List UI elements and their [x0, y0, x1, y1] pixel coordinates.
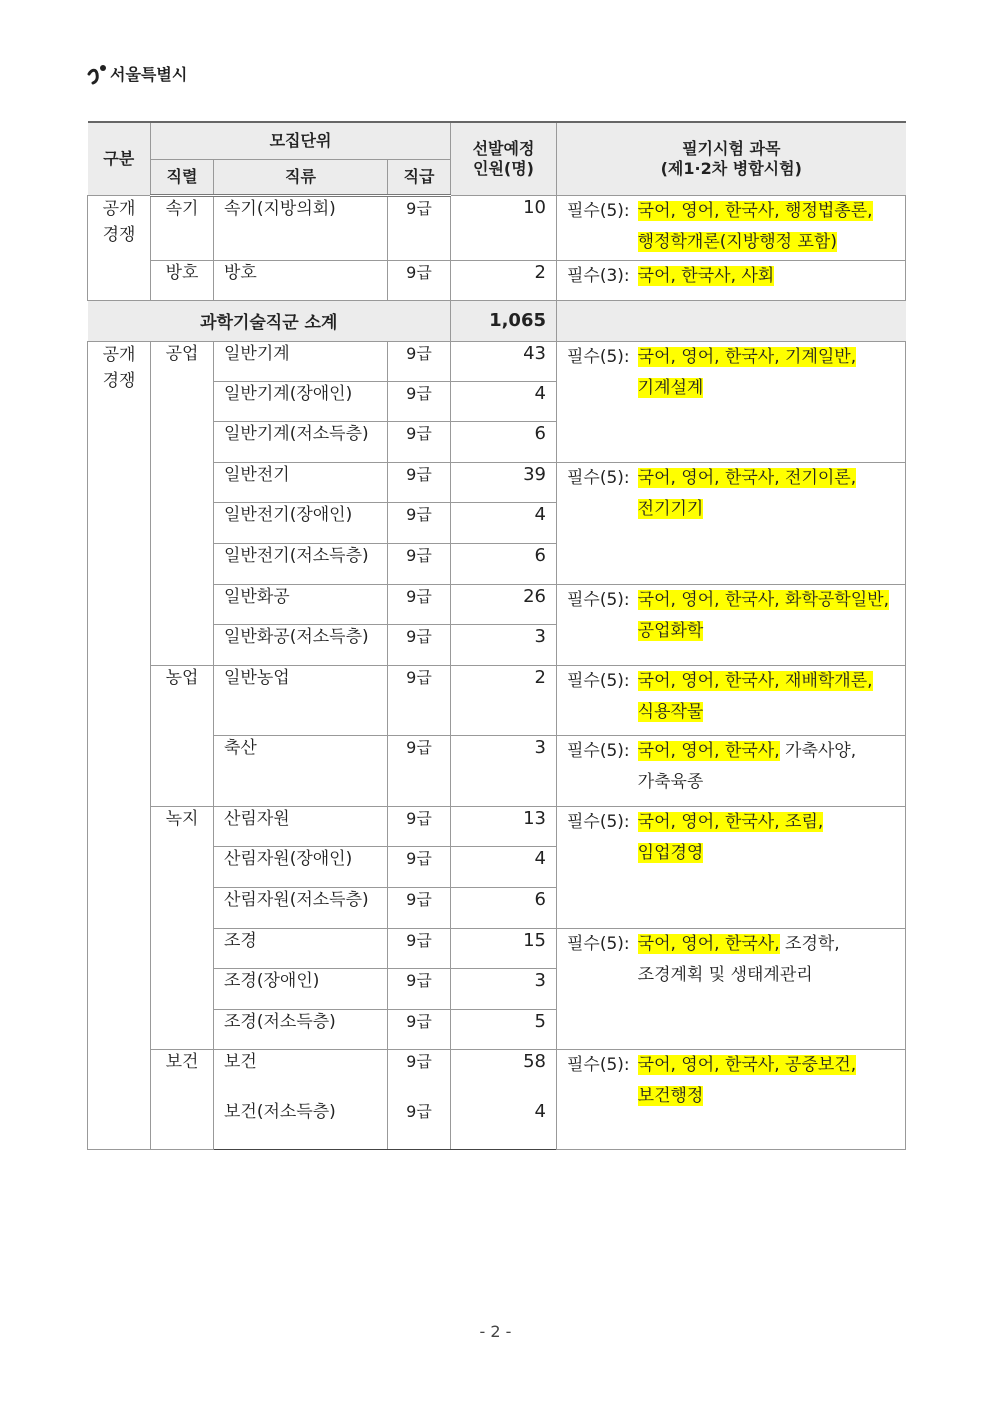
subject-highlighted: 국어, 영어, 한국사, 재배학개론, [637, 670, 873, 691]
subjects-wrap [567, 1050, 895, 1112]
subjects-lines [630, 666, 895, 728]
count-cell: 2 [451, 260, 557, 300]
count-cell: 58 [451, 1049, 557, 1099]
subjects-lines [630, 261, 895, 292]
jikryeol-cell: 보건 [151, 1049, 214, 1149]
grade-cell: 9급 [388, 421, 451, 462]
jikryu-cell: 방호 [214, 260, 388, 300]
count-cell: 4 [451, 502, 557, 543]
subjects-line [638, 342, 895, 373]
jikryu-cell: 일반전기(저소득층) [214, 543, 388, 584]
subject-highlighted: 기계설계 [637, 377, 704, 398]
subjects-prefix: 필수(5): [567, 740, 630, 761]
subjects-line [638, 736, 895, 767]
subjects-line [638, 838, 895, 869]
subjects-cell [557, 665, 906, 735]
count-cell: 6 [451, 543, 557, 584]
subjects-cell [557, 735, 906, 806]
subject-highlighted: 국어, 영어, 한국사, 기계일반, [637, 346, 857, 367]
seoul-logo [86, 62, 187, 85]
count-cell: 4 [451, 1099, 557, 1149]
subjects-prefix: 필수(5): [567, 346, 630, 367]
count-cell: 3 [451, 624, 557, 665]
jikryu-cell: 일반기계 [214, 341, 388, 381]
subjects-cell [557, 195, 906, 260]
subjects-wrap [567, 736, 895, 798]
subject-highlighted: 식용작물 [637, 701, 704, 722]
jikryu-cell: 축산 [214, 735, 388, 806]
count-cell: 3 [451, 968, 557, 1009]
subjects-line [638, 616, 895, 647]
page-number: - 2 - [479, 1322, 512, 1341]
subjects-lines [630, 929, 895, 991]
subjects-cell [557, 260, 906, 300]
grade-cell: 9급 [388, 195, 451, 260]
subtotal-row [88, 300, 906, 341]
subjects-wrap [567, 585, 895, 647]
grade-cell: 9급 [388, 1049, 451, 1099]
jikryu-cell: 산림자원 [214, 806, 388, 846]
grade-cell: 9급 [388, 381, 451, 421]
subjects-line [638, 807, 895, 838]
count-cell: 13 [451, 806, 557, 846]
subjects-wrap [567, 463, 895, 525]
subjects-prefix: 필수(5): [567, 811, 630, 832]
subject-plain: 조경계획 및 생태계관리 [637, 964, 813, 985]
subjects-lines [630, 736, 895, 798]
jikryu-cell: 조경(저소득층) [214, 1009, 388, 1049]
grade-cell: 9급 [388, 968, 451, 1009]
subjects-lines [630, 196, 895, 258]
recruitment-table [87, 121, 906, 1150]
subjects-wrap [567, 261, 895, 292]
subjects-wrap [567, 929, 895, 991]
jikryeol-cell: 속기 [151, 195, 214, 260]
jikryu-cell: 속기(지방의회) [214, 195, 388, 260]
jikryu-cell: 일반전기 [214, 462, 388, 502]
jikryu-cell: 보건 [214, 1049, 388, 1099]
grade-cell: 9급 [388, 887, 451, 928]
header-subjects: 필기시험 과목 (제1·2차 병합시험) [557, 122, 906, 195]
count-cell: 5 [451, 1009, 557, 1049]
subject-plain: 가축사양, [779, 740, 857, 761]
table-row [88, 195, 906, 260]
count-cell: 4 [451, 381, 557, 421]
jikryu-cell: 일반농업 [214, 665, 388, 735]
table-row [88, 806, 906, 846]
subjects-wrap [567, 666, 895, 728]
subjects-line [638, 463, 895, 494]
subjects-lines [630, 585, 895, 647]
subjects-lines [630, 463, 895, 525]
header-jikryu: 직류 [214, 159, 388, 195]
subjects-wrap [567, 342, 895, 404]
subjects-lines [630, 807, 895, 869]
jikryu-cell: 일반전기(장애인) [214, 502, 388, 543]
jikryu-cell: 산림자원(저소득층) [214, 887, 388, 928]
subject-plain: 가축육종 [637, 771, 704, 792]
subjects-line [638, 960, 895, 991]
header-planned-count: 선발예정 인원(명) [451, 122, 557, 195]
count-cell: 4 [451, 846, 557, 887]
subjects-line [638, 1081, 895, 1112]
subject-highlighted: 국어, 영어, 한국사, 화학공학일반, [637, 589, 889, 610]
jikryu-cell: 일반기계(장애인) [214, 381, 388, 421]
count-cell: 6 [451, 421, 557, 462]
jikryeol-cell: 공업 [151, 341, 214, 665]
subjects-prefix: 필수(5): [567, 1054, 630, 1075]
header-jikgeup: 직급 [388, 159, 451, 195]
subjects-wrap [567, 196, 895, 258]
count-cell: 6 [451, 887, 557, 928]
jikryu-cell: 조경(장애인) [214, 968, 388, 1009]
grade-cell: 9급 [388, 462, 451, 502]
subjects-cell [557, 1049, 906, 1149]
grade-cell: 9급 [388, 806, 451, 846]
header-recruit-unit: 모집단위 [151, 122, 451, 159]
grade-cell: 9급 [388, 846, 451, 887]
grade-cell: 9급 [388, 1099, 451, 1149]
jikryu-cell: 보건(저소득층) [214, 1099, 388, 1149]
subject-highlighted: 국어, 영어, 한국사, 조림, [637, 811, 824, 832]
gubun-cell: 공개 경쟁 [88, 341, 151, 1149]
table-row [88, 1049, 906, 1099]
seoul-emblem-icon [86, 63, 108, 85]
subjects-line [638, 767, 895, 798]
logo-text: 서울특별시 [110, 65, 188, 84]
jikryu-cell: 산림자원(장애인) [214, 846, 388, 887]
count-cell: 26 [451, 584, 557, 624]
subjects-line [638, 494, 895, 525]
subject-highlighted: 국어, 영어, 한국사, [637, 933, 780, 954]
grade-cell: 9급 [388, 543, 451, 584]
subjects-prefix: 필수(5): [567, 467, 630, 488]
count-cell: 2 [451, 665, 557, 735]
grade-cell: 9급 [388, 260, 451, 300]
subject-highlighted: 공업화학 [637, 620, 704, 641]
subject-highlighted: 보건행정 [637, 1085, 704, 1106]
subjects-prefix: 필수(5): [567, 933, 630, 954]
jikryu-cell: 조경 [214, 928, 388, 968]
header-jikryeol: 직렬 [151, 159, 214, 195]
grade-cell: 9급 [388, 1009, 451, 1049]
subtotal-label: 과학기술직군 소계 [88, 300, 451, 341]
grade-cell: 9급 [388, 624, 451, 665]
subjects-prefix: 필수(3): [567, 265, 630, 286]
subject-highlighted: 국어, 영어, 한국사, [637, 740, 780, 761]
grade-cell: 9급 [388, 735, 451, 806]
subjects-line [638, 697, 895, 728]
subject-highlighted: 국어, 한국사, 사회 [637, 265, 775, 286]
jikryu-cell: 일반기계(저소득층) [214, 421, 388, 462]
grade-cell: 9급 [388, 341, 451, 381]
count-cell: 43 [451, 341, 557, 381]
subject-highlighted: 행정학개론(지방행정 포함) [637, 231, 837, 252]
header-gubun: 구분 [88, 122, 151, 195]
subtotal-empty [557, 300, 906, 341]
jikryu-cell: 일반화공(저소득층) [214, 624, 388, 665]
subjects-prefix: 필수(5): [567, 670, 630, 691]
subjects-cell [557, 806, 906, 928]
count-cell: 15 [451, 928, 557, 968]
subject-highlighted: 전기기기 [637, 498, 704, 519]
subjects-cell [557, 584, 906, 665]
subjects-cell [557, 928, 906, 1049]
subjects-wrap [567, 807, 895, 869]
grade-cell: 9급 [388, 928, 451, 968]
subjects-line [638, 261, 895, 292]
table-row [88, 665, 906, 735]
subject-highlighted: 국어, 영어, 한국사, 공중보건, [637, 1054, 857, 1075]
table-row [88, 341, 906, 381]
subject-highlighted: 국어, 영어, 한국사, 행정법총론, [637, 200, 873, 221]
subjects-prefix: 필수(5): [567, 200, 630, 221]
grade-cell: 9급 [388, 665, 451, 735]
grade-cell: 9급 [388, 502, 451, 543]
subjects-lines [630, 1050, 895, 1112]
subjects-line [638, 196, 895, 227]
jikryeol-cell: 농업 [151, 665, 214, 806]
count-cell: 3 [451, 735, 557, 806]
subjects-line [638, 373, 895, 404]
table-row [88, 260, 906, 300]
subjects-line [638, 666, 895, 697]
subjects-line [638, 227, 895, 258]
jikryeol-cell: 녹지 [151, 806, 214, 1049]
grade-cell: 9급 [388, 584, 451, 624]
subjects-prefix: 필수(5): [567, 589, 630, 610]
subject-plain: 조경학, [779, 933, 840, 954]
count-cell: 10 [451, 195, 557, 260]
subjects-line [638, 1050, 895, 1081]
subtotal-count: 1,065 [451, 300, 557, 341]
gubun-cell: 공개 경쟁 [88, 195, 151, 300]
subjects-cell [557, 462, 906, 584]
subjects-line [638, 929, 895, 960]
count-cell: 39 [451, 462, 557, 502]
subjects-line [638, 585, 895, 616]
subject-highlighted: 국어, 영어, 한국사, 전기이론, [637, 467, 857, 488]
subject-highlighted: 임업경영 [637, 842, 704, 863]
subjects-lines [630, 342, 895, 404]
jikryeol-cell: 방호 [151, 260, 214, 300]
subjects-cell [557, 341, 906, 462]
jikryu-cell: 일반화공 [214, 584, 388, 624]
